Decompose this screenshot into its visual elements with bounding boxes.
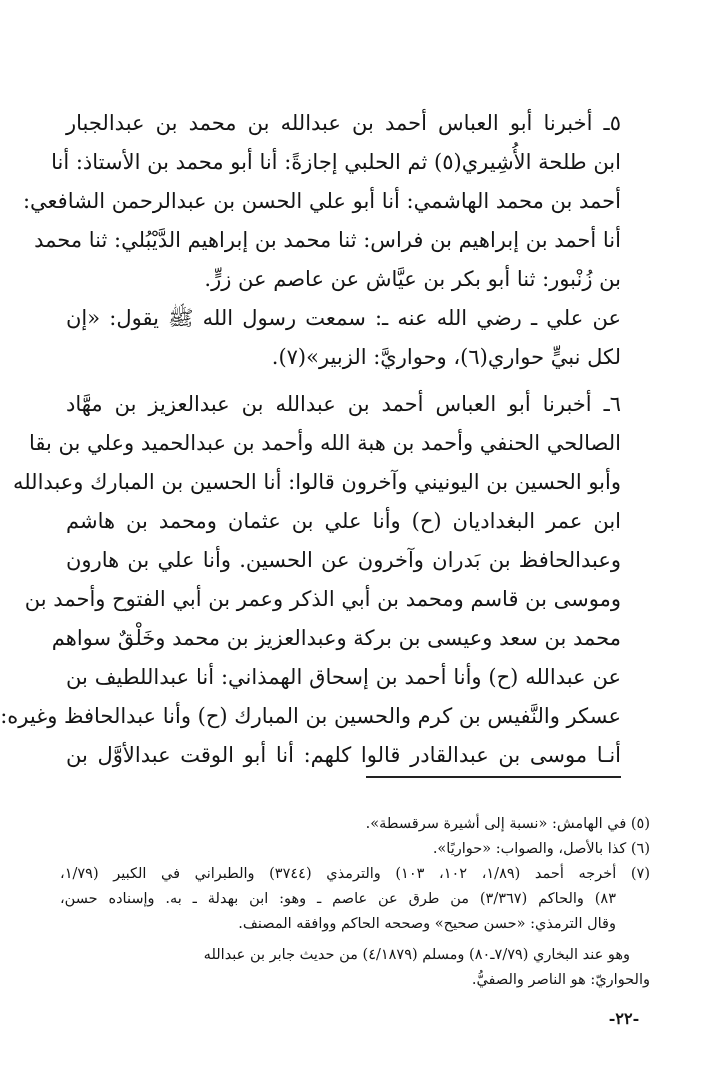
footnote-line: وقال الترمذي: «حسن صحيح» وصححه الحاكم ووافقه المصنف. [238,916,616,932]
text-line: ابن طلحة الأُشِيري(٥) ثم الحلبي إجازةً: أنا أبو محمد بن الأستاذ: أنا [51,150,621,174]
text-line: الصالحي الحنفي وأحمد بن هبة الله وأحمد بن عبدالحميد وعلي بن بقا [29,431,621,455]
footnote-separator [366,776,621,778]
footnote-line: ٨٣) والحاكم (٣/٣٦٧) من طرق عن عاصم ـ وهو: ابن بهدلة ـ به. وإسناده حسن، [60,891,616,907]
text-line: وموسى بن قاسم ومحمد بن أبي الذكر وعمر بن أبي الفتوح وأحمد بن [24,587,621,611]
text-line: ٥ـ أخبرنا أبو العباس أحمد بن عبدالله بن محمد بن عبدالجبار [66,111,621,135]
footnote-line: وهو عند البخاري (٧/٧٩ـ٨٠) ومسلم (٤/١٨٧٩) من حديث جابر بن عبدالله [203,947,630,963]
footnote-line: (٥) في الهامش: «نسبة إلى أشيرة سرقسطة». [365,816,650,832]
text-line: عن عبدالله (ح) وأنا أحمد بن إسحاق الهمذاني: أنا عبداللطيف بن [66,665,621,689]
footnote-line: (٧) أخرجه أحمد (١/٨٩، ١٠٢، ١٠٣) والترمذي (٣٧٤٤) والطبراني في الكبير (١/٧٩، [60,866,650,882]
text-line: أحمد بن محمد الهاشمي: أنا أبو علي الحسن بن عبدالرحمن الشافعي: [22,189,621,213]
text-line: وأبو الحسين بن اليونيني وآخرون قالوا: أنا الحسين بن المبارك وعبدالله [12,470,621,494]
footnote-line: (٦) كذا بالأصل، والصواب: «حواريًا». [432,841,650,857]
text-line: عسكر والنَّفيس بن كرم والحسين بن المبارك (ح) وأنا عبدالحافظ وغيره: [0,704,621,728]
main-text-block [0,104,621,775]
text-line: عن علي ـ رضي الله عنه ـ: سمعت رسول الله ﷺ يقول: «إن [66,306,621,330]
text-line: لكل نبيٍّ حواري(٦)، وحواريَّ: الزبير»(٧). [271,345,621,369]
text-line: وعبدالحافظ بن بَدران وآخرون عن الحسين. وأنا علي بن هارون [66,548,621,572]
text-line: ابن عمر البغداديان (ح) وأنا علي بن عثمان ومحمد بن هاشم [66,509,621,533]
footnotes-block [60,812,650,993]
footnote-line: والحواريّ: هو الناصر والصفيُّ. [471,972,650,988]
text-line: ٦ـ أخبرنا أبو العباس أحمد بن عبدالله بن عبدالعزيز بن مهَّاد [66,392,621,416]
page-number: -٢٢- [608,1009,640,1028]
text-line: أنا أحمد بن إبراهيم بن فراس: ثنا محمد بن إبراهيم الدَّيْبُلي: ثنا محمد [34,228,621,252]
text-line: محمد بن سعد وعيسى بن بركة وعبدالعزيز بن محمد وخَلْقٌ سواهم [51,626,621,650]
text-line: بن زُنْبور: ثنا أبو بكر بن عيَّاش عن عاصم عن زرٍّ. [204,267,621,291]
text-line: أنـا موسى بن عبدالقادر قالوا كلهم: أنا أبو الوقت عبدالأوَّل بن [66,743,621,767]
